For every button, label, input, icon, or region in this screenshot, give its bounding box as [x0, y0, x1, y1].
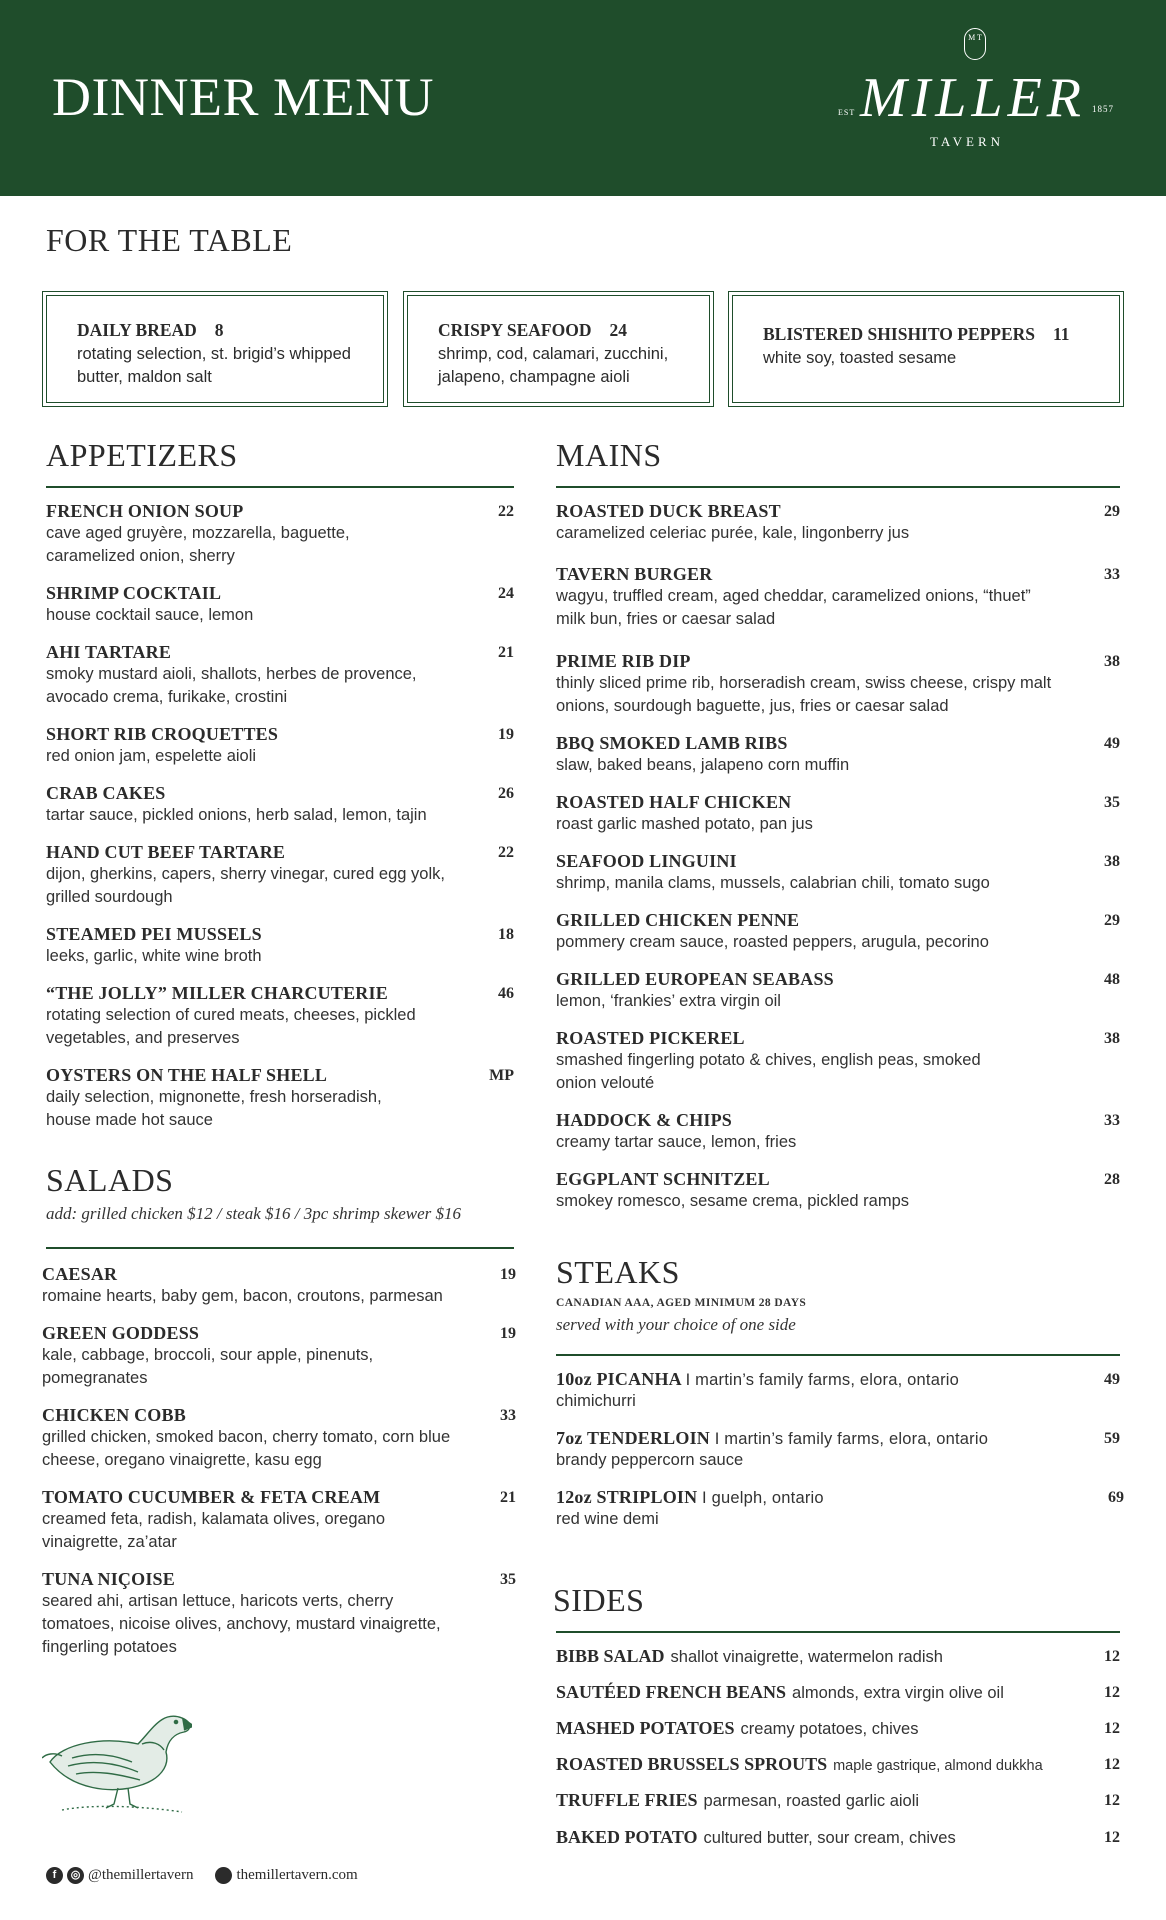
side-item: [556, 1827, 1120, 1853]
item-desc: cultured butter, sour cream, chives: [703, 1829, 956, 1847]
menu-item: [556, 851, 1120, 895]
item-desc: seared ahi, artisan lettuce, haricots verts, cherry tomatoes, nicoise olives, anchovy, mustard vinaigrette, fingerling potatoes: [42, 1592, 441, 1656]
footer: [46, 1864, 358, 1886]
menu-item: [42, 1487, 516, 1554]
item-desc: shrimp, cod, calamari, zucchini, jalapeno, champagne aioli: [438, 345, 669, 386]
item-name: BLISTERED SHISHITO PEPPERS: [763, 324, 1035, 344]
item-name: CAESAR: [42, 1264, 118, 1284]
item-desc: pommery cream sauce, roasted peppers, arugula, pecorino: [556, 933, 989, 951]
item-desc: red wine demi: [556, 1510, 659, 1528]
item-desc: tartar sauce, pickled onions, herb salad, lemon, tajin: [46, 806, 427, 824]
menu-item: [556, 733, 1120, 777]
item-name: EGGPLANT SCHNITZEL: [556, 1169, 770, 1189]
item-price: 46: [498, 985, 514, 1002]
item-name: SAUTÉED FRENCH BEANS: [556, 1682, 787, 1702]
item-price: 35: [1104, 794, 1120, 811]
item-price: 22: [498, 844, 514, 861]
menu-item: [556, 1110, 1120, 1154]
item-price: 19: [498, 726, 514, 743]
item-name: TOMATO CUCUMBER & FETA CREAM: [42, 1487, 381, 1507]
item-desc: brandy peppercorn sauce: [556, 1451, 744, 1469]
page-title: DINNER MENU: [52, 67, 434, 127]
side-item: [556, 1754, 1120, 1780]
item-price: 33: [500, 1407, 516, 1424]
item-price: 18: [498, 926, 514, 943]
item-source: I martin’s family farms, elora, ontario: [685, 1371, 960, 1389]
item-name: CRISPY SEAFOOD: [438, 320, 592, 340]
item-name: 10oz PICANHA: [556, 1369, 681, 1389]
item-name: HADDOCK & CHIPS: [556, 1110, 733, 1130]
item-price: 21: [500, 1489, 516, 1506]
item-price: 38: [1104, 653, 1120, 670]
menu-item: [46, 642, 514, 709]
menu-item: [46, 724, 514, 768]
duck-illustration: [42, 1700, 192, 1818]
item-price: 35: [500, 1571, 516, 1588]
item-desc: daily selection, mignonette, fresh horseradish, house made hot sauce: [46, 1088, 382, 1129]
logo-est: EST: [838, 108, 856, 117]
item-price: MP: [489, 1067, 514, 1084]
salads-note: add: grilled chicken $12 / steak $16 / 3pc shrimp skewer $16: [46, 1204, 462, 1223]
item-price: 69: [1108, 1489, 1124, 1506]
item-name: SHRIMP COCKTAIL: [46, 583, 222, 603]
item-desc: creamy potatoes, chives: [740, 1720, 919, 1738]
menu-item: [556, 910, 1120, 954]
item-price: 49: [1104, 735, 1120, 752]
salads-title: SALADS: [46, 1162, 174, 1198]
item-name: DAILY BREAD: [77, 320, 197, 340]
item-name: TUNA NIÇOISE: [42, 1569, 175, 1589]
item-price: 19: [500, 1325, 516, 1342]
menu-item: [556, 1428, 1120, 1472]
item-desc: almonds, extra virgin olive oil: [792, 1684, 1004, 1702]
item-name: BAKED POTATO: [556, 1827, 698, 1847]
item-name: MASHED POTATOES: [556, 1718, 735, 1738]
item-price: 12: [1104, 1648, 1120, 1665]
item-name: “THE JOLLY” MILLER CHARCUTERIE: [46, 983, 388, 1003]
item-name: PRIME RIB DIP: [556, 651, 691, 671]
item-desc: lemon, ‘frankies’ extra virgin oil: [556, 992, 781, 1010]
item-desc: shrimp, manila clams, mussels, calabrian chili, tomato sugo: [556, 874, 990, 892]
logo-year: 1857: [1092, 104, 1114, 114]
menu-item: [556, 969, 1120, 1013]
item-source: I martin’s family farms, elora, ontario: [714, 1430, 989, 1448]
item-source: I guelph, ontario: [702, 1489, 824, 1507]
menu-item: [556, 1487, 1124, 1531]
mains-rule: [556, 486, 1120, 488]
item-price: 11: [1053, 324, 1070, 344]
appetizers-rule: [46, 486, 514, 488]
menu-item: [46, 842, 514, 909]
appetizers-title: APPETIZERS: [46, 437, 238, 473]
item-desc: caramelized celeriac purée, kale, lingonberry jus: [556, 524, 910, 542]
menu-item: [46, 783, 514, 827]
item-price: 24: [609, 320, 627, 340]
website-link[interactable]: themillertavern.com: [236, 1866, 358, 1883]
item-price: 26: [498, 785, 514, 802]
item-name: CRAB CAKES: [46, 783, 166, 803]
item-desc: shallot vinaigrette, watermelon radish: [670, 1648, 943, 1666]
side-item: [556, 1682, 1120, 1708]
menu-item: [42, 1405, 516, 1472]
item-name: CHICKEN COBB: [42, 1405, 186, 1425]
menu-item: [46, 583, 514, 627]
item-name: ROASTED PICKEREL: [556, 1028, 745, 1048]
item-price: 8: [214, 320, 224, 340]
item-price: 59: [1104, 1430, 1120, 1447]
side-item: [556, 1718, 1120, 1744]
item-name: GREEN GODDESS: [42, 1323, 200, 1343]
menu-item: [556, 501, 1120, 545]
menu-item: [556, 1169, 1120, 1213]
side-item: [556, 1646, 1120, 1672]
item-price: 33: [1104, 1112, 1120, 1129]
table-item-shishito-peppers: [732, 295, 1120, 403]
item-desc: smashed fingerling potato & chives, english peas, smoked onion velouté: [556, 1051, 981, 1092]
table-item-daily-bread: [46, 295, 384, 403]
steaks-title: STEAKS: [556, 1254, 680, 1290]
item-name: GRILLED EUROPEAN SEABASS: [556, 969, 834, 989]
menu-item: [46, 501, 514, 568]
item-name: SEAFOOD LINGUINI: [556, 851, 737, 871]
item-price: 12: [1104, 1792, 1120, 1809]
sides-rule: [556, 1631, 1120, 1633]
steaks-rule: [556, 1354, 1120, 1356]
globe-icon: [215, 1867, 232, 1884]
item-desc: parmesan, roasted garlic aioli: [703, 1792, 920, 1810]
social-handle[interactable]: @themillertavern: [88, 1866, 194, 1883]
item-desc: smokey romesco, sesame crema, pickled ramps: [556, 1192, 910, 1210]
menu-item: [46, 924, 514, 968]
item-desc: creamy tartar sauce, lemon, fries: [556, 1133, 797, 1151]
item-price: 12: [1104, 1720, 1120, 1737]
item-price: 12: [1104, 1684, 1120, 1701]
item-price: 19: [500, 1266, 516, 1283]
item-price: 12: [1104, 1829, 1120, 1846]
item-desc: chimichurri: [556, 1392, 636, 1410]
item-name: BIBB SALAD: [556, 1646, 665, 1666]
instagram-icon[interactable]: ◎: [67, 1867, 84, 1884]
item-price: 24: [498, 585, 514, 602]
side-item: [556, 1790, 1120, 1816]
salads-rule: [46, 1247, 514, 1249]
item-name: BBQ SMOKED LAMB RIBS: [556, 733, 788, 753]
item-desc: wagyu, truffled cream, aged cheddar, caramelized onions, “thuet” milk bun, fries or caesar salad: [556, 587, 1031, 628]
item-desc: grilled chicken, smoked bacon, cherry tomato, corn blue cheese, oregano vinaigrette, kasu egg: [42, 1428, 451, 1469]
menu-item: [556, 564, 1120, 631]
item-desc: thinly sliced prime rib, horseradish cream, swiss cheese, crispy malt onions, sourdough baguette, jus, fries or caesar salad: [556, 674, 1052, 715]
item-desc: rotating selection, st. brigid’s whipped butter, maldon salt: [77, 345, 351, 386]
item-price: 22: [498, 503, 514, 520]
item-name: TAVERN BURGER: [556, 564, 713, 584]
item-desc: white soy, toasted sesame: [763, 349, 957, 367]
item-price: 29: [1104, 503, 1120, 520]
menu-item: [42, 1569, 516, 1659]
item-name: STEAMED PEI MUSSELS: [46, 924, 262, 944]
item-price: 12: [1104, 1756, 1120, 1773]
menu-item: [556, 792, 1120, 836]
menu-item: [556, 651, 1120, 718]
table-item-crispy-seafood: [407, 295, 710, 403]
item-desc: maple gastrique, almond dukkha: [833, 1758, 1043, 1774]
item-desc: slaw, baked beans, jalapeno corn muffin: [556, 756, 850, 774]
item-name: 12oz STRIPLOIN: [556, 1487, 698, 1507]
item-desc: leeks, garlic, white wine broth: [46, 947, 262, 965]
for-the-table-title: FOR THE TABLE: [46, 222, 293, 258]
menu-item: [46, 983, 514, 1050]
item-name: ROASTED DUCK BREAST: [556, 501, 781, 521]
item-desc: dijon, gherkins, capers, sherry vinegar, cured egg yolk, grilled sourdough: [46, 865, 445, 906]
item-desc: house cocktail sauce, lemon: [46, 606, 254, 624]
item-desc: kale, cabbage, broccoli, sour apple, pinenuts, pomegranates: [42, 1346, 374, 1387]
logo-subtitle: TAVERN: [930, 134, 1005, 149]
mains-title: MAINS: [556, 437, 662, 473]
item-price: 38: [1104, 1030, 1120, 1047]
item-desc: creamed feta, radish, kalamata olives, oregano vinaigrette, za’atar: [42, 1510, 386, 1551]
item-price: 28: [1104, 1171, 1120, 1188]
header-banner: [0, 0, 1166, 196]
item-desc: cave aged gruyère, mozzarella, baguette, caramelized onion, sherry: [46, 524, 350, 565]
menu-item: [42, 1323, 516, 1390]
item-name: ROASTED BRUSSELS SPROUTS: [556, 1754, 828, 1774]
item-price: 49: [1104, 1371, 1120, 1388]
steaks-note: served with your choice of one side: [556, 1315, 796, 1334]
item-price: 33: [1104, 566, 1120, 583]
menu-item: [42, 1264, 516, 1308]
menu-item: [46, 1065, 514, 1132]
item-desc: smoky mustard aioli, shallots, herbes de provence, avocado crema, furikake, crostini: [46, 665, 417, 706]
miller-tavern-logo: [830, 28, 1120, 158]
item-price: 21: [498, 644, 514, 661]
item-price: 38: [1104, 853, 1120, 870]
menu-item: [556, 1369, 1120, 1413]
item-desc: romaine hearts, baby gem, bacon, croutons, parmesan: [42, 1287, 443, 1305]
item-name: TRUFFLE FRIES: [556, 1790, 698, 1810]
item-name: OYSTERS ON THE HALF SHELL: [46, 1065, 328, 1085]
facebook-icon[interactable]: f: [46, 1867, 63, 1884]
item-name: GRILLED CHICKEN PENNE: [556, 910, 800, 930]
item-name: HAND CUT BEEF TARTARE: [46, 842, 286, 862]
item-desc: red onion jam, espelette aioli: [46, 747, 257, 765]
item-desc: roast garlic mashed potato, pan jus: [556, 815, 813, 833]
item-name: AHI TARTARE: [46, 642, 172, 662]
item-desc: rotating selection of cured meats, cheeses, pickled vegetables, and preserves: [46, 1006, 416, 1047]
item-name: FRENCH ONION SOUP: [46, 501, 244, 521]
logo-name: MILLER: [860, 67, 1086, 129]
item-price: 29: [1104, 912, 1120, 929]
item-name: 7oz TENDERLOIN: [556, 1428, 710, 1448]
item-price: 48: [1104, 971, 1120, 988]
sides-title: SIDES: [553, 1582, 645, 1618]
steaks-subtitle: CANADIAN AAA, AGED MINIMUM 28 DAYS: [556, 1297, 807, 1309]
logo-seal: M T: [964, 28, 986, 60]
menu-item: [556, 1028, 1120, 1095]
item-name: SHORT RIB CROQUETTES: [46, 724, 279, 744]
item-name: ROASTED HALF CHICKEN: [556, 792, 792, 812]
